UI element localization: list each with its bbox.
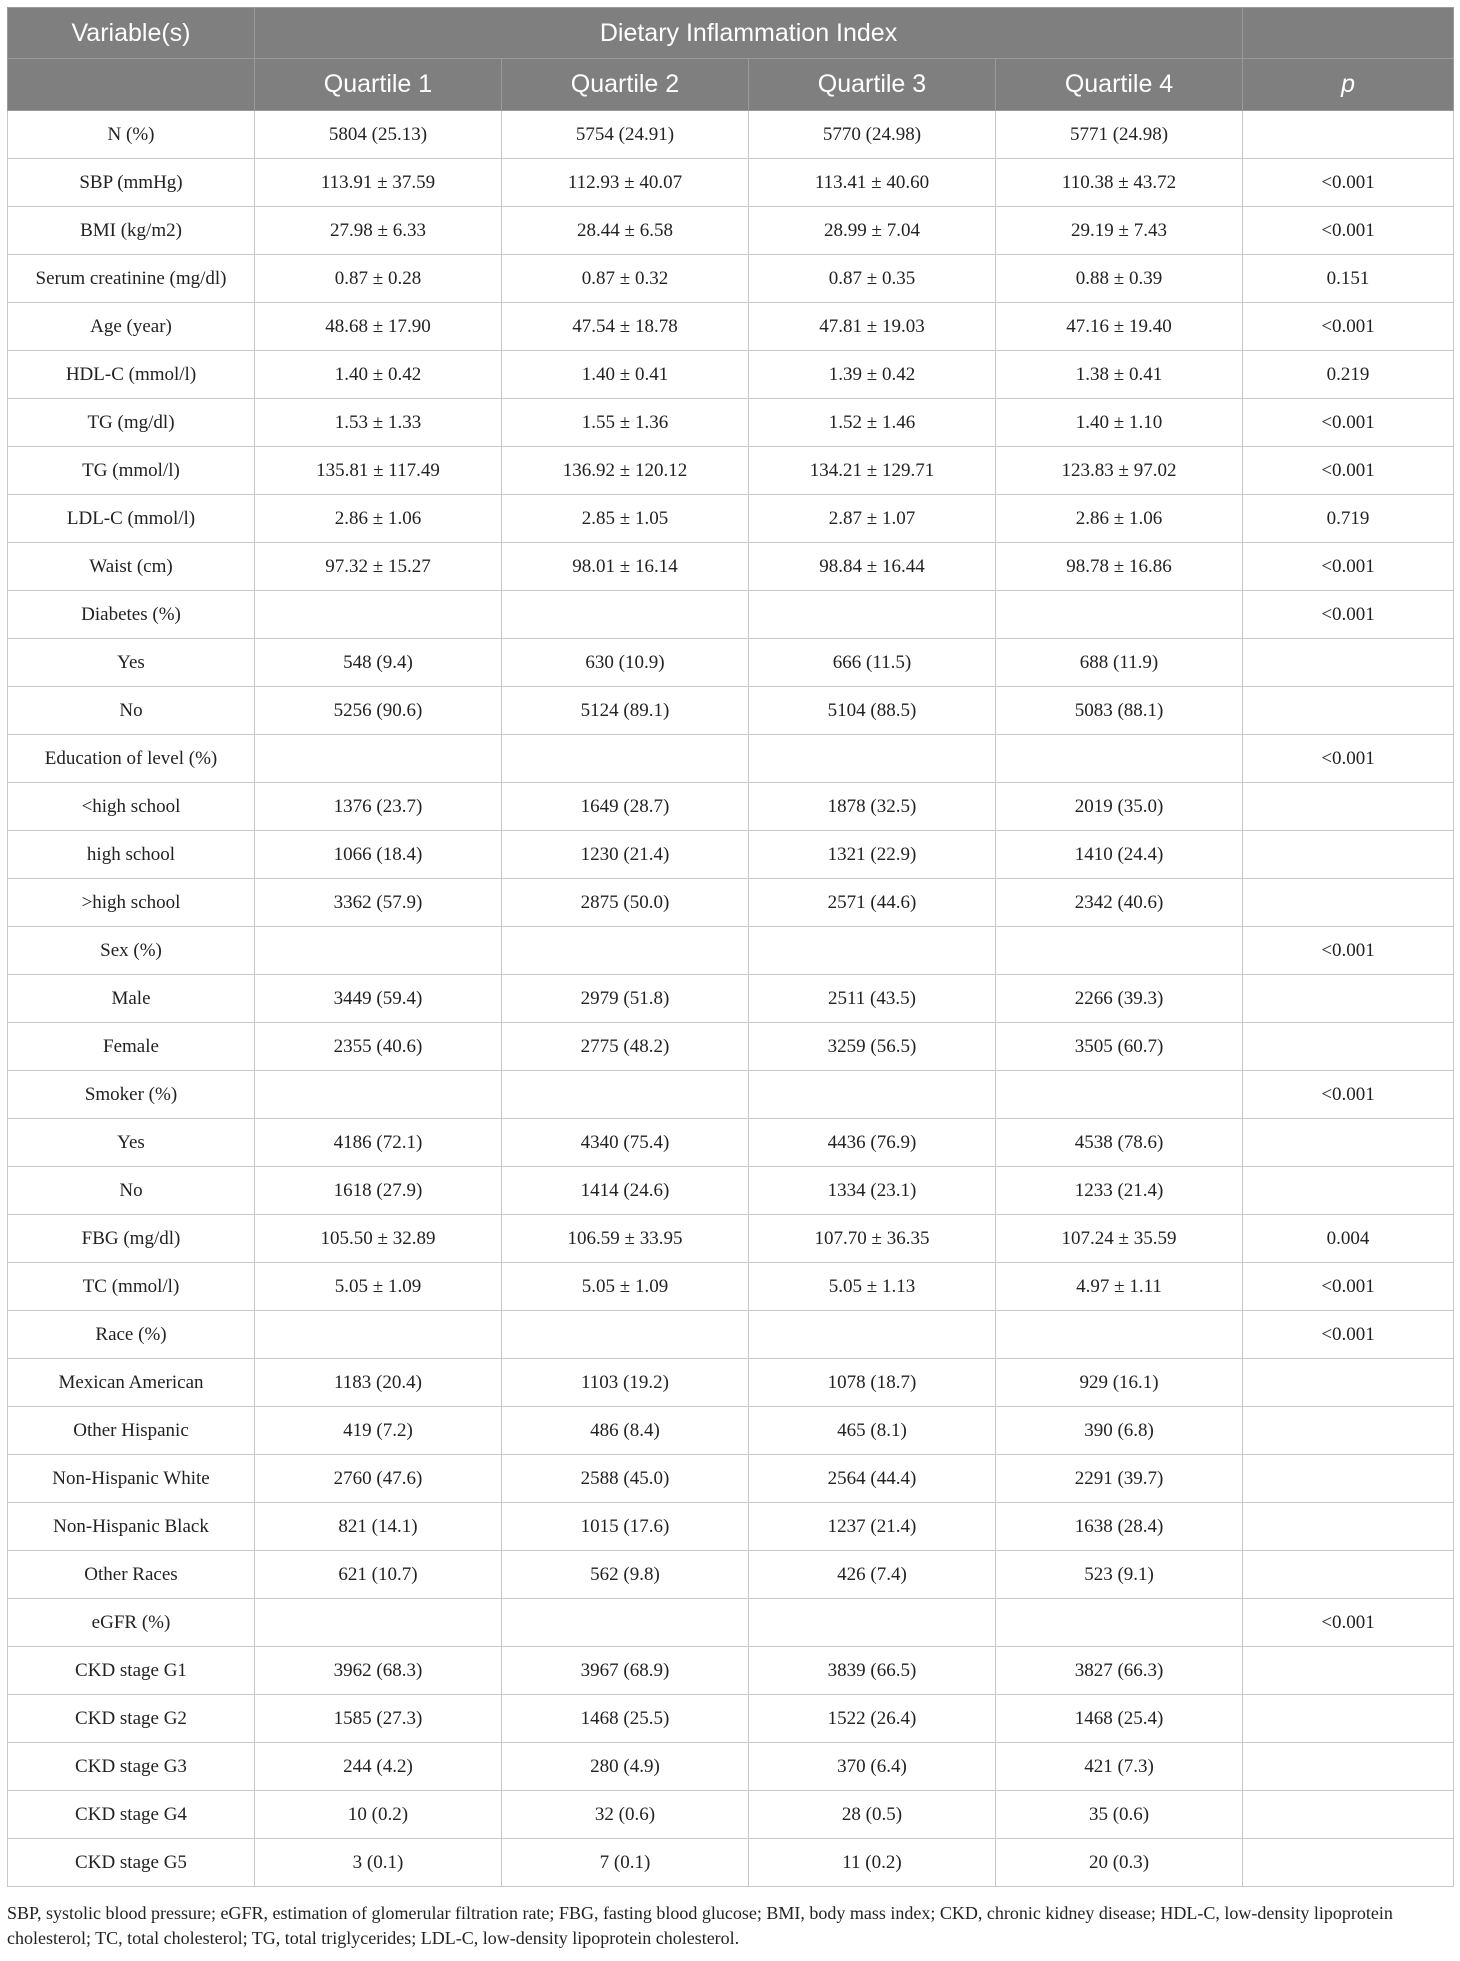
p-value [1243,1551,1454,1599]
quartile-3-value: 5104 (88.5) [749,687,996,735]
row-label: BMI (kg/m2) [8,207,255,255]
quartile-4-value [996,591,1243,639]
row-label: Serum creatinine (mg/dl) [8,255,255,303]
quartile-1-value: 5.05 ± 1.09 [255,1263,502,1311]
row-label: Age (year) [8,303,255,351]
row-label: FBG (mg/dl) [8,1215,255,1263]
quartile-2-value: 1414 (24.6) [502,1167,749,1215]
quartile-3-value: 5770 (24.98) [749,111,996,159]
quartile-3-value: 28 (0.5) [749,1791,996,1839]
row-label: TG (mg/dl) [8,399,255,447]
quartile-2-value: 280 (4.9) [502,1743,749,1791]
quartile-4-value: 688 (11.9) [996,639,1243,687]
header-dietary-inflammation-index: Dietary Inflammation Index [255,8,1243,59]
p-value: <0.001 [1243,735,1454,783]
quartile-2-value: 1.40 ± 0.41 [502,351,749,399]
table-row [8,975,1454,1023]
row-label: No [8,1167,255,1215]
table-row [8,591,1454,639]
quartile-1-value: 621 (10.7) [255,1551,502,1599]
table-row [8,255,1454,303]
header-quartile-3: Quartile 3 [749,59,996,111]
quartile-3-value: 1321 (22.9) [749,831,996,879]
table-row [8,1071,1454,1119]
row-label: eGFR (%) [8,1599,255,1647]
quartile-3-value: 98.84 ± 16.44 [749,543,996,591]
quartile-4-value: 421 (7.3) [996,1743,1243,1791]
header-row-1 [8,8,1454,59]
table-row [8,1263,1454,1311]
row-label: SBP (mmHg) [8,159,255,207]
header-quartile-4: Quartile 4 [996,59,1243,111]
quartile-4-value: 107.24 ± 35.59 [996,1215,1243,1263]
quartile-4-value: 0.88 ± 0.39 [996,255,1243,303]
quartile-1-value: 3962 (68.3) [255,1647,502,1695]
quartile-2-value [502,1311,749,1359]
p-value: <0.001 [1243,1311,1454,1359]
row-label: N (%) [8,111,255,159]
table-row [8,1599,1454,1647]
quartile-1-value: 135.81 ± 117.49 [255,447,502,495]
p-value [1243,1023,1454,1071]
quartile-1-value: 1183 (20.4) [255,1359,502,1407]
table-row [8,111,1454,159]
quartile-2-value: 2775 (48.2) [502,1023,749,1071]
header-p-top [1243,8,1454,59]
quartile-3-value [749,1311,996,1359]
header-variable-blank [8,59,255,111]
table-row [8,303,1454,351]
quartile-3-value: 1.39 ± 0.42 [749,351,996,399]
quartile-1-value: 1066 (18.4) [255,831,502,879]
quartile-1-value: 2760 (47.6) [255,1455,502,1503]
quartile-1-value [255,927,502,975]
p-value [1243,831,1454,879]
row-label: high school [8,831,255,879]
quartile-2-value: 28.44 ± 6.58 [502,207,749,255]
quartile-2-value [502,591,749,639]
quartile-2-value: 1.55 ± 1.36 [502,399,749,447]
row-label: Education of level (%) [8,735,255,783]
quartile-1-value: 0.87 ± 0.28 [255,255,502,303]
quartile-4-value: 1638 (28.4) [996,1503,1243,1551]
quartile-1-value: 1618 (27.9) [255,1167,502,1215]
p-value [1243,639,1454,687]
table-row [8,543,1454,591]
quartile-3-value [749,591,996,639]
table-row [8,159,1454,207]
quartile-3-value: 426 (7.4) [749,1551,996,1599]
quartile-4-value: 2342 (40.6) [996,879,1243,927]
quartile-4-value: 2266 (39.3) [996,975,1243,1023]
row-label: CKD stage G4 [8,1791,255,1839]
quartile-1-value: 1585 (27.3) [255,1695,502,1743]
quartile-3-value: 113.41 ± 40.60 [749,159,996,207]
quartile-2-value: 136.92 ± 120.12 [502,447,749,495]
quartile-2-value: 1103 (19.2) [502,1359,749,1407]
p-value [1243,975,1454,1023]
quartile-1-value: 1.40 ± 0.42 [255,351,502,399]
quartile-2-value: 5754 (24.91) [502,111,749,159]
table-row [8,1743,1454,1791]
quartile-2-value: 47.54 ± 18.78 [502,303,749,351]
quartile-3-value: 107.70 ± 36.35 [749,1215,996,1263]
row-label: Race (%) [8,1311,255,1359]
header-p-value: p [1243,59,1454,111]
quartile-2-value: 1468 (25.5) [502,1695,749,1743]
quartile-4-value: 98.78 ± 16.86 [996,543,1243,591]
quartile-4-value: 2.86 ± 1.06 [996,495,1243,543]
quartile-3-value: 1522 (26.4) [749,1695,996,1743]
header-variable: Variable(s) [8,8,255,59]
table-row [8,1167,1454,1215]
quartile-3-value: 134.21 ± 129.71 [749,447,996,495]
quartile-3-value: 2571 (44.6) [749,879,996,927]
p-value: <0.001 [1243,1071,1454,1119]
table-row [8,735,1454,783]
p-value [1243,1647,1454,1695]
quartile-2-value: 2.85 ± 1.05 [502,495,749,543]
row-label: >high school [8,879,255,927]
quartile-2-value [502,927,749,975]
quartile-3-value: 370 (6.4) [749,1743,996,1791]
quartile-4-value: 1468 (25.4) [996,1695,1243,1743]
quartile-4-value: 2291 (39.7) [996,1455,1243,1503]
quartile-4-value: 110.38 ± 43.72 [996,159,1243,207]
quartile-4-value: 1233 (21.4) [996,1167,1243,1215]
p-value [1243,1695,1454,1743]
quartile-3-value: 1.52 ± 1.46 [749,399,996,447]
table-header [8,8,1454,111]
table-row [8,1503,1454,1551]
row-label: Yes [8,639,255,687]
quartile-1-value: 113.91 ± 37.59 [255,159,502,207]
quartile-1-value: 419 (7.2) [255,1407,502,1455]
table-row [8,1023,1454,1071]
row-label: TC (mmol/l) [8,1263,255,1311]
table-row [8,831,1454,879]
quartile-2-value: 106.59 ± 33.95 [502,1215,749,1263]
quartile-3-value: 4436 (76.9) [749,1119,996,1167]
quartile-1-value: 1376 (23.7) [255,783,502,831]
header-quartile-1: Quartile 1 [255,59,502,111]
p-value [1243,783,1454,831]
table-row [8,1791,1454,1839]
p-value: 0.151 [1243,255,1454,303]
quartile-3-value: 11 (0.2) [749,1839,996,1887]
p-value: <0.001 [1243,207,1454,255]
quartile-4-value [996,1311,1243,1359]
p-value [1243,1359,1454,1407]
p-value [1243,1455,1454,1503]
quartile-4-value: 47.16 ± 19.40 [996,303,1243,351]
table-row [8,783,1454,831]
row-label: CKD stage G3 [8,1743,255,1791]
table-row [8,1407,1454,1455]
table-row [8,399,1454,447]
p-value: <0.001 [1243,1263,1454,1311]
quartile-1-value: 27.98 ± 6.33 [255,207,502,255]
quartile-3-value [749,1071,996,1119]
row-label: CKD stage G2 [8,1695,255,1743]
row-label: Male [8,975,255,1023]
quartile-3-value: 465 (8.1) [749,1407,996,1455]
quartile-1-value [255,1071,502,1119]
quartile-4-value: 5083 (88.1) [996,687,1243,735]
row-label: Sex (%) [8,927,255,975]
quartile-3-value: 1878 (32.5) [749,783,996,831]
p-value: <0.001 [1243,447,1454,495]
quartile-1-value: 821 (14.1) [255,1503,502,1551]
quartile-1-value: 548 (9.4) [255,639,502,687]
quartile-4-value: 929 (16.1) [996,1359,1243,1407]
row-label: TG (mmol/l) [8,447,255,495]
quartile-2-value: 5124 (89.1) [502,687,749,735]
quartile-3-value: 1078 (18.7) [749,1359,996,1407]
p-value: <0.001 [1243,1599,1454,1647]
quartile-4-value [996,927,1243,975]
quartile-1-value: 10 (0.2) [255,1791,502,1839]
quartile-4-value: 3827 (66.3) [996,1647,1243,1695]
quartile-1-value: 5804 (25.13) [255,111,502,159]
quartile-2-value: 4340 (75.4) [502,1119,749,1167]
p-value [1243,1839,1454,1887]
p-value [1243,687,1454,735]
quartile-3-value: 2.87 ± 1.07 [749,495,996,543]
quartile-4-value: 1410 (24.4) [996,831,1243,879]
quartile-1-value [255,735,502,783]
table-row [8,495,1454,543]
p-value: 0.004 [1243,1215,1454,1263]
row-label: HDL-C (mmol/l) [8,351,255,399]
quartile-3-value [749,927,996,975]
row-label: LDL-C (mmol/l) [8,495,255,543]
p-value [1243,1167,1454,1215]
row-label: <high school [8,783,255,831]
quartile-1-value: 4186 (72.1) [255,1119,502,1167]
table-row [8,1839,1454,1887]
quartile-2-value: 1649 (28.7) [502,783,749,831]
header-quartile-2: Quartile 2 [502,59,749,111]
quartile-4-value: 4.97 ± 1.11 [996,1263,1243,1311]
quartile-2-value: 112.93 ± 40.07 [502,159,749,207]
quartile-2-value [502,735,749,783]
p-value [1243,111,1454,159]
quartile-1-value: 105.50 ± 32.89 [255,1215,502,1263]
p-value: <0.001 [1243,303,1454,351]
quartile-4-value: 29.19 ± 7.43 [996,207,1243,255]
quartile-1-value: 97.32 ± 15.27 [255,543,502,591]
row-label: Mexican American [8,1359,255,1407]
quartile-3-value: 0.87 ± 0.35 [749,255,996,303]
baseline-characteristics-table [7,7,1454,1887]
table-row [8,351,1454,399]
quartile-1-value [255,1311,502,1359]
table-row [8,1311,1454,1359]
quartile-2-value: 562 (9.8) [502,1551,749,1599]
p-value [1243,1743,1454,1791]
quartile-1-value: 244 (4.2) [255,1743,502,1791]
row-label: Non-Hispanic Black [8,1503,255,1551]
quartile-2-value: 98.01 ± 16.14 [502,543,749,591]
quartile-3-value: 1334 (23.1) [749,1167,996,1215]
table-row [8,447,1454,495]
row-label: Smoker (%) [8,1071,255,1119]
table-footnote: SBP, systolic blood pressure; eGFR, estimation of glomerular filtration rate; FBG, fasting blood glucose; BMI, body mass index; CKD, chronic kidney disease; HDL-C, low-density lipoprotein cholesterol; TC, total cholesterol; TG, total triglycerides; LDL-C, low-density lipoprotein cholesterol. [7,1903,1393,1948]
quartile-2-value: 486 (8.4) [502,1407,749,1455]
quartile-2-value: 0.87 ± 0.32 [502,255,749,303]
quartile-3-value [749,735,996,783]
quartile-4-value: 4538 (78.6) [996,1119,1243,1167]
quartile-3-value: 666 (11.5) [749,639,996,687]
row-label: Other Races [8,1551,255,1599]
quartile-3-value: 5.05 ± 1.13 [749,1263,996,1311]
row-label: CKD stage G5 [8,1839,255,1887]
quartile-2-value: 2875 (50.0) [502,879,749,927]
quartile-2-value: 3967 (68.9) [502,1647,749,1695]
quartile-4-value: 523 (9.1) [996,1551,1243,1599]
quartile-4-value: 20 (0.3) [996,1839,1243,1887]
quartile-1-value: 48.68 ± 17.90 [255,303,502,351]
p-value [1243,1791,1454,1839]
table-row [8,879,1454,927]
quartile-4-value: 1.40 ± 1.10 [996,399,1243,447]
table-row [8,1695,1454,1743]
quartile-3-value: 2564 (44.4) [749,1455,996,1503]
quartile-3-value: 3839 (66.5) [749,1647,996,1695]
p-value: <0.001 [1243,543,1454,591]
quartile-1-value: 3449 (59.4) [255,975,502,1023]
quartile-3-value: 3259 (56.5) [749,1023,996,1071]
quartile-4-value: 1.38 ± 0.41 [996,351,1243,399]
row-label: Diabetes (%) [8,591,255,639]
p-value: <0.001 [1243,591,1454,639]
row-label: Female [8,1023,255,1071]
quartile-3-value: 47.81 ± 19.03 [749,303,996,351]
row-label: Other Hispanic [8,1407,255,1455]
table-row [8,1455,1454,1503]
p-value: 0.219 [1243,351,1454,399]
header-row-2 [8,59,1454,111]
table-row [8,1215,1454,1263]
quartile-2-value: 5.05 ± 1.09 [502,1263,749,1311]
quartile-2-value: 2588 (45.0) [502,1455,749,1503]
quartile-2-value: 1230 (21.4) [502,831,749,879]
quartile-2-value: 2979 (51.8) [502,975,749,1023]
quartile-1-value [255,1599,502,1647]
table-row [8,1359,1454,1407]
table-container [7,7,1453,1887]
quartile-1-value: 2355 (40.6) [255,1023,502,1071]
row-label: CKD stage G1 [8,1647,255,1695]
quartile-2-value: 32 (0.6) [502,1791,749,1839]
quartile-1-value: 2.86 ± 1.06 [255,495,502,543]
quartile-2-value: 1015 (17.6) [502,1503,749,1551]
quartile-2-value: 7 (0.1) [502,1839,749,1887]
p-value [1243,1503,1454,1551]
p-value [1243,879,1454,927]
quartile-4-value [996,1599,1243,1647]
row-label: No [8,687,255,735]
quartile-4-value: 3505 (60.7) [996,1023,1243,1071]
quartile-1-value: 3362 (57.9) [255,879,502,927]
p-value [1243,1119,1454,1167]
row-label: Waist (cm) [8,543,255,591]
p-value: 0.719 [1243,495,1454,543]
table-row [8,1551,1454,1599]
p-value: <0.001 [1243,399,1454,447]
table-row [8,639,1454,687]
quartile-4-value: 2019 (35.0) [996,783,1243,831]
quartile-3-value [749,1599,996,1647]
p-value: <0.001 [1243,927,1454,975]
table-row [8,1119,1454,1167]
row-label: Non-Hispanic White [8,1455,255,1503]
quartile-1-value: 5256 (90.6) [255,687,502,735]
quartile-3-value: 2511 (43.5) [749,975,996,1023]
quartile-1-value [255,591,502,639]
row-label: Yes [8,1119,255,1167]
quartile-2-value [502,1071,749,1119]
table-row [8,927,1454,975]
quartile-3-value: 1237 (21.4) [749,1503,996,1551]
quartile-4-value: 123.83 ± 97.02 [996,447,1243,495]
quartile-1-value: 3 (0.1) [255,1839,502,1887]
quartile-3-value: 28.99 ± 7.04 [749,207,996,255]
table-row [8,687,1454,735]
table-body [8,111,1454,1887]
quartile-1-value: 1.53 ± 1.33 [255,399,502,447]
quartile-4-value: 35 (0.6) [996,1791,1243,1839]
quartile-4-value [996,735,1243,783]
quartile-2-value [502,1599,749,1647]
p-value [1243,1407,1454,1455]
quartile-4-value: 390 (6.8) [996,1407,1243,1455]
p-value: <0.001 [1243,159,1454,207]
quartile-2-value: 630 (10.9) [502,639,749,687]
quartile-4-value: 5771 (24.98) [996,111,1243,159]
quartile-4-value [996,1071,1243,1119]
table-row [8,1647,1454,1695]
table-row [8,207,1454,255]
